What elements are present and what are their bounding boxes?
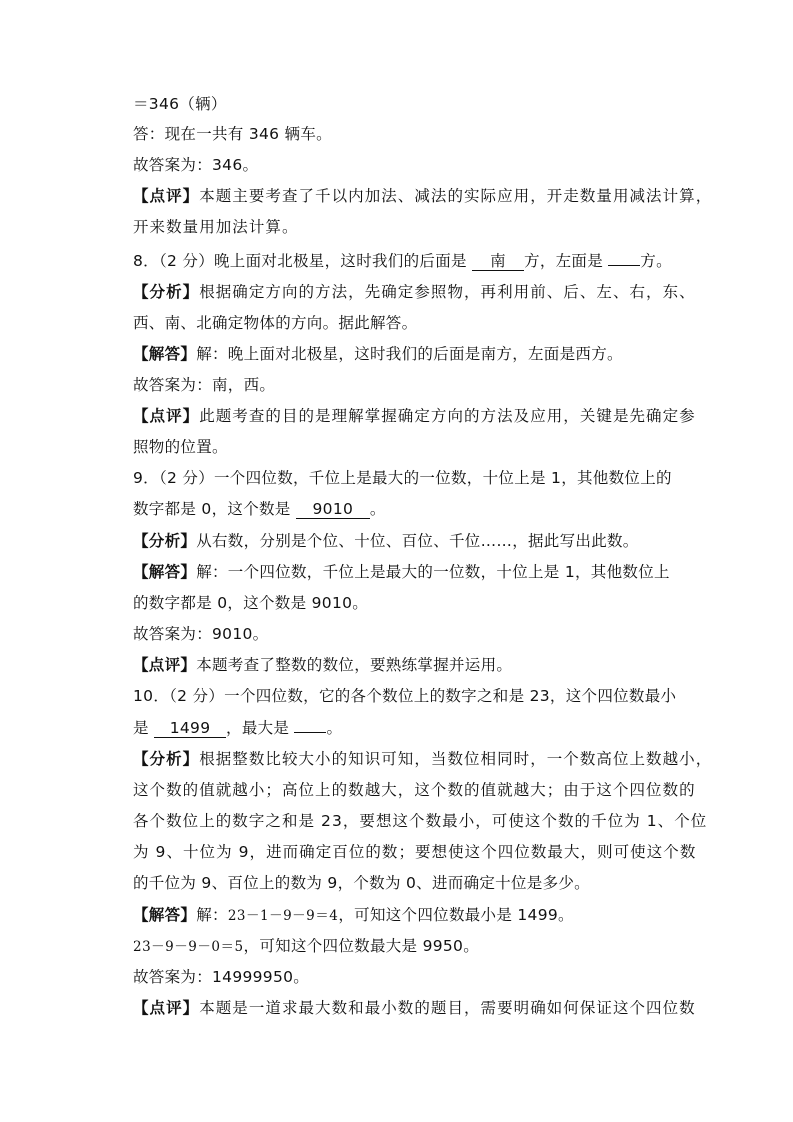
question-8-analysis-text: 根据确定方向的方法，先确定参照物，再利用前、后、左、右，东、	[199, 283, 696, 301]
question-9-comment	[133, 655, 512, 675]
question-8-analysis-text-2: 西、南、北确定物体的方向。据此解答。	[133, 314, 418, 332]
question-9-stem-b: 。	[369, 500, 386, 518]
question-8-blank-left	[608, 250, 640, 266]
question-8-comment-text: 此题考查的目的是理解掌握确定方向的方法及应用，关键是先确定参	[199, 407, 696, 425]
question-9-result	[133, 624, 268, 644]
question-8-solution	[133, 344, 623, 364]
comment-tag: 【点评】	[133, 407, 200, 425]
answer-line	[133, 124, 332, 144]
question-10-analysis-text-3: 各个数位上的数字之和是 23，要想这个数最小，可使这个数的千位为 1、个位	[133, 812, 708, 830]
question-10-equation-min: 23－1－9－9＝4	[227, 908, 339, 924]
question-9-blank: 9010	[296, 500, 370, 519]
question-10-analysis-line-2	[133, 780, 696, 800]
question-10-result	[133, 967, 309, 987]
question-9-comment-text: 本题考查了整数的数位，要熟练掌握并运用。	[196, 656, 513, 674]
question-10-analysis-line-3	[133, 811, 707, 831]
equation-line	[133, 94, 227, 114]
question-10-blank-max	[294, 717, 326, 733]
solution-tag: 【解答】	[133, 563, 197, 581]
question-10-stem-c: 。	[326, 719, 343, 737]
question-8-stem-a: 8．（2 分）晚上面对北极星，这时我们的后面是	[133, 252, 473, 270]
analysis-tag: 【分析】	[133, 532, 197, 550]
question-9-analysis-text: 从右数，分别是个位、十位、百位、千位……，据此写出此数。	[196, 532, 639, 550]
question-8-comment-text-2: 照物的位置。	[133, 438, 228, 456]
question-9-stem-a: 数字都是 0，这个数是	[133, 500, 296, 518]
question-10-solution-continued	[133, 936, 479, 956]
question-10-stem-a: 是	[133, 719, 155, 737]
answer-text: 答：现在一共有 346 辆车。	[133, 125, 332, 143]
question-9-solution-text: 解：一个四位数，千位上是最大的一位数，十位上是 1，其他数位上	[196, 563, 670, 581]
comment-text-continued: 开来数量用加法计算。	[133, 218, 299, 236]
question-10-solution-text-2: ，可知这个四位数最大是 9950。	[243, 937, 480, 955]
comment-line-continued	[133, 217, 299, 237]
question-10-stem-b: ，最大是	[226, 719, 295, 737]
question-10-blank-min: 1499	[154, 719, 226, 738]
question-10-analysis-line-5	[133, 873, 590, 893]
question-8-stem-b: 方，左面是	[524, 252, 609, 270]
comment-tag: 【点评】	[133, 656, 197, 674]
question-10-analysis-line-4	[133, 842, 696, 862]
comment-text: 本题主要考查了千以内加法、减法的实际应用，开走数量用减法计算，	[199, 187, 713, 205]
question-9-solution-continued	[133, 593, 368, 613]
question-10-solution-prefix: 解：	[196, 906, 228, 924]
question-9-solution-text-2: 的数字都是 0，这个数是 9010。	[133, 594, 369, 612]
comment-tag: 【点评】	[133, 187, 200, 205]
question-10-comment	[133, 998, 696, 1018]
question-8-comment-continued	[133, 437, 228, 457]
question-9-analysis	[133, 531, 639, 551]
question-8-result	[133, 375, 275, 395]
equation-text: ＝346（辆）	[133, 95, 227, 113]
result-text: 故答案为：346。	[133, 156, 259, 174]
question-8-solution-text: 解：晚上面对北极星，这时我们的后面是南方，左面是西方。	[196, 345, 623, 363]
question-8-result-text: 故答案为：南，西。	[133, 376, 276, 394]
question-8-analysis-continued	[133, 313, 417, 333]
question-9-stem	[133, 468, 672, 488]
question-8-comment	[133, 406, 696, 426]
question-10-comment-text: 本题是一道求最大数和最小数的题目，需要明确如何保证这个四位数	[199, 999, 696, 1017]
question-8-stem	[133, 250, 672, 270]
comment-tag: 【点评】	[133, 999, 200, 1017]
question-10-analysis-text-2: 这个数的值就越小；高位上的数越大，这个数的值就越大；由于这个四位数的	[133, 781, 696, 799]
question-10-stem	[133, 686, 676, 706]
question-10-analysis-text-5: 的千位为 9、百位上的数为 9，个数为 0、进而确定十位是多少。	[133, 874, 590, 892]
question-10-solution	[133, 905, 574, 925]
question-9-stem-text: 9．（2 分）一个四位数，千位上是最大的一位数，十位上是 1，其他数位上的	[133, 469, 672, 487]
question-8-stem-c: 方。	[640, 252, 672, 270]
question-10-analysis	[133, 749, 712, 769]
result-line	[133, 155, 258, 175]
question-10-stem-continued	[133, 717, 342, 737]
question-10-solution-text: ，可知这个四位数最小是 1499。	[338, 906, 574, 924]
question-9-stem-continued	[133, 499, 386, 519]
question-10-result-text: 故答案为：14999950。	[133, 968, 310, 986]
solution-tag: 【解答】	[133, 906, 197, 924]
analysis-tag: 【分析】	[133, 750, 200, 768]
question-10-analysis-text: 根据整数比较大小的知识可知，当数位相同时，一个数高位上数越小，	[199, 750, 713, 768]
solution-tag: 【解答】	[133, 345, 197, 363]
question-10-analysis-text-4: 为 9、十位为 9，进而确定百位的数；要想使这个四位数最大，则可使这个数	[133, 843, 697, 861]
question-9-result-text: 故答案为：9010。	[133, 625, 269, 643]
question-8-analysis	[133, 282, 696, 302]
question-10-stem-text: 10．（2 分）一个四位数，它的各个数位上的数字之和是 23，这个四位数最小	[133, 687, 677, 705]
question-8-blank-back: 南	[472, 252, 524, 271]
analysis-tag: 【分析】	[133, 283, 200, 301]
question-10-equation-max: 23－9－9－0＝5	[133, 939, 244, 955]
question-9-solution	[133, 562, 670, 582]
comment-line	[133, 186, 712, 206]
